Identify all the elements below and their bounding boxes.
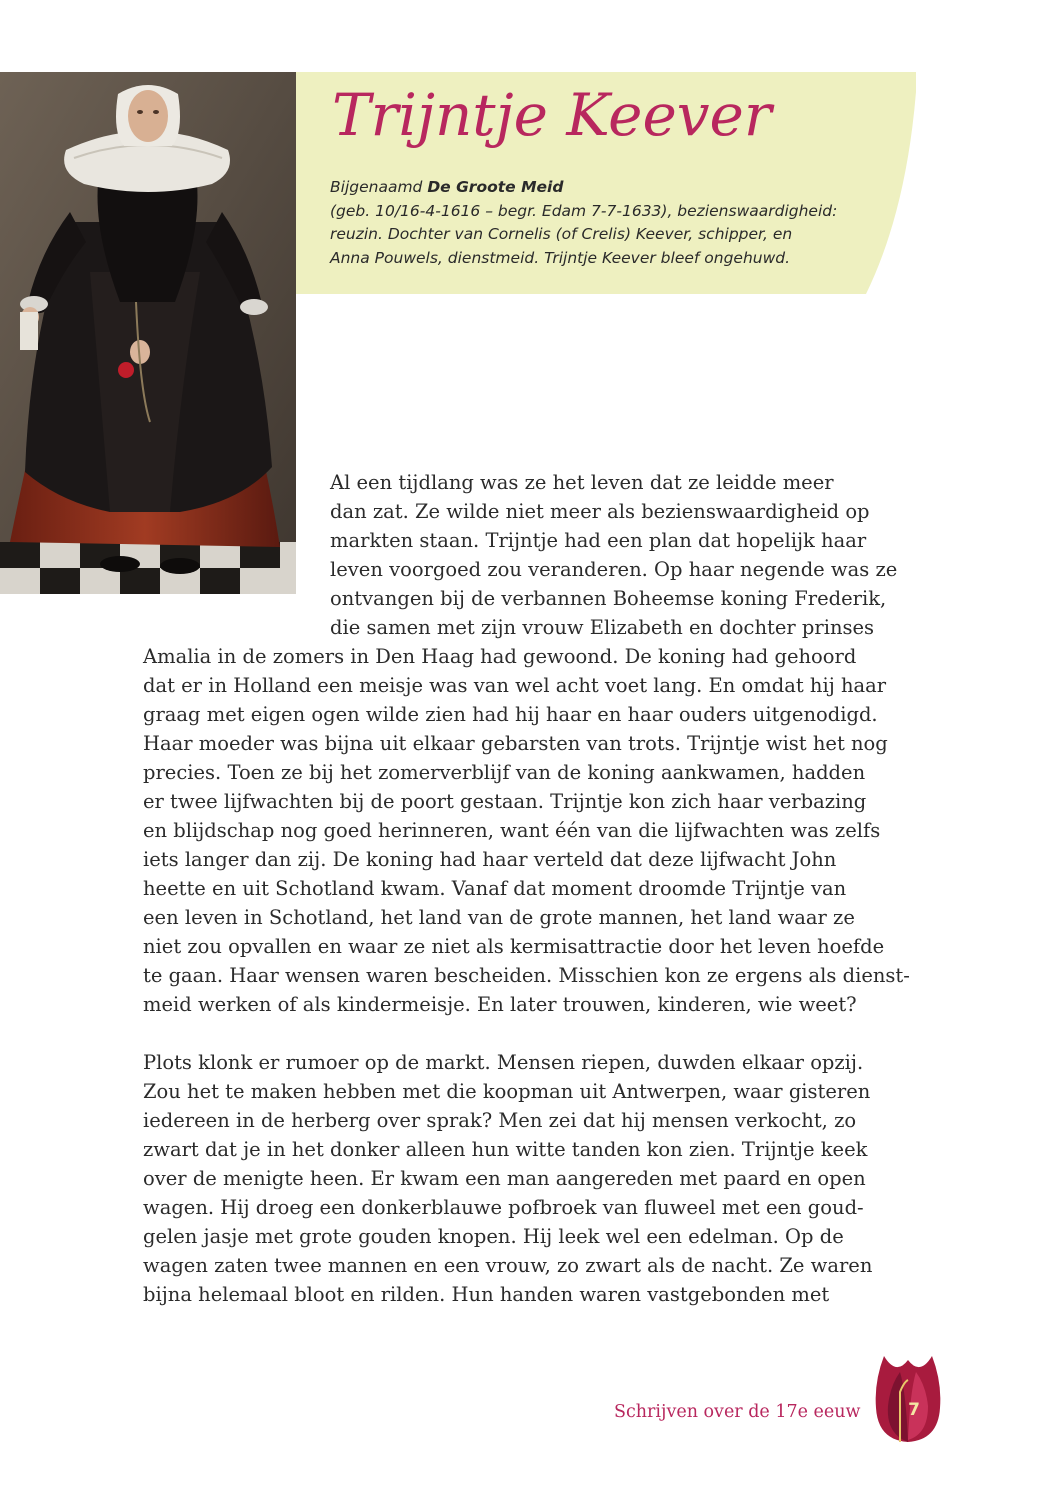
paragraph1-line: meid werken of als kindermeisje. En later trouwen, kinderen, wie weet? (143, 993, 857, 1016)
paragraph2-line: Plots klonk er rumoer op de markt. Mensen riepen, duwden elkaar opzij. (143, 1051, 864, 1074)
intro-prefix: Bijgenaamd (330, 178, 428, 196)
paragraph1-line: te gaan. Haar wensen waren bescheiden. Misschien kon ze ergens als dienst- (143, 964, 910, 987)
tulip-icon (870, 1352, 946, 1444)
paragraph1-line: leven voorgoed zou veranderen. Op haar negende was ze (330, 558, 898, 581)
paragraph1-line: dan zat. Ze wilde niet meer als bezienswaardigheid op (330, 500, 870, 523)
intro-block (330, 176, 850, 270)
paragraph1-line: precies. Toen ze bij het zomerverblijf van de koning aankwamen, hadden (143, 761, 866, 784)
paragraph2-line: bijna helemaal bloot en rilden. Hun handen waren vastgebonden met (143, 1283, 830, 1306)
paragraph1-line: niet zou opvallen en waar ze niet als kermisattractie door het leven hoefde (143, 935, 885, 958)
intro-nickname: De Groote Meid (427, 178, 564, 196)
portrait-painting (0, 72, 296, 594)
paragraph2-line: gelen jasje met grote gouden knopen. Hij leek wel een edelman. Op de (143, 1225, 844, 1248)
paragraph1-line: iets langer dan zij. De koning had haar verteld dat deze lijfwacht John (143, 848, 837, 871)
footer-label: Schrijven over de 17e eeuw (614, 1402, 861, 1422)
paragraph1-line: dat er in Holland een meisje was van wel acht voet lang. En omdat hij haar (143, 674, 887, 697)
intro-line-2: (geb. 10/16-4-1616 – begr. Edam 7-7-1633), bezienswaardigheid: (330, 201, 838, 220)
paragraph2-line: over de menigte heen. Er kwam een man aangereden met paard en open (143, 1167, 866, 1190)
paragraph1-line: Amalia in de zomers in Den Haag had gewoond. De koning had gehoord (143, 645, 857, 668)
page-number: 7 (908, 1400, 920, 1420)
paragraph1-line: die samen met zijn vrouw Elizabeth en dochter prinses (330, 616, 875, 639)
paragraph1-line: markten staan. Trijntje had een plan dat hopelijk haar (330, 529, 867, 552)
paragraph2-line: Zou het te maken hebben met die koopman uit Antwerpen, waar gisteren (143, 1080, 871, 1103)
portrait-image (0, 72, 296, 594)
paragraph1-line: graag met eigen ogen wilde zien had hij haar en haar ouders uitgenodigd. (143, 703, 878, 726)
paragraph1-line: Al een tijdlang was ze het leven dat ze leidde meer (330, 471, 834, 494)
paragraph1-line: Haar moeder was bijna uit elkaar gebarsten van trots. Trijntje wist het nog (143, 732, 888, 755)
paragraph1-line: en blijdschap nog goed herinneren, want één van die lijfwachten was zelfs (143, 819, 881, 842)
page-title: Trijntje Keever (332, 81, 772, 149)
paragraph1-line: er twee lijfwachten bij de poort gestaan. Trijntje kon zich haar verbazing (143, 790, 867, 813)
paragraph1-line: heette en uit Schotland kwam. Vanaf dat moment droomde Trijntje van (143, 877, 847, 900)
paragraph2-line: iedereen in de herberg over sprak? Men zei dat hij mensen verkocht, zo (143, 1109, 857, 1132)
paragraph2-line: wagen. Hij droeg een donkerblauwe pofbroek van fluweel met een goud- (143, 1196, 864, 1219)
paragraph1-line: ontvangen bij de verbannen Boheemse koning Frederik, (330, 587, 887, 610)
paragraph2-line: zwart dat je in het donker alleen hun witte tanden kon zien. Trijntje keek (143, 1138, 868, 1161)
paragraph2-line: wagen zaten twee mannen en een vrouw, zo zwart als de nacht. Ze waren (143, 1254, 873, 1277)
intro-line-4: Anna Pouwels, dienstmeid. Trijntje Keever bleef ongehuwd. (330, 248, 791, 267)
intro-line-3: reuzin. Dochter van Cornelis (of Crelis) Keever, schipper, en (330, 225, 793, 243)
intro-line-1 (330, 176, 850, 200)
paragraph1-line: een leven in Schotland, het land van de grote mannen, het land waar ze (143, 906, 855, 929)
